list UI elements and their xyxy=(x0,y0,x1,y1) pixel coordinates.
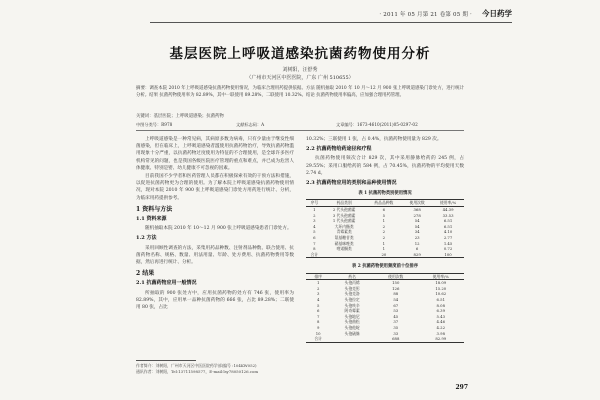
table-header: 使用次数 xyxy=(374,273,418,280)
table-cell: 8.08 xyxy=(436,302,446,308)
table-cell: 6 xyxy=(316,308,320,314)
table-cell: 12 xyxy=(414,240,420,246)
right-column xyxy=(306,136,464,343)
table-cell: 23 xyxy=(414,234,420,240)
table-cell: 33.53 xyxy=(442,212,454,218)
table-cell: 2.77 xyxy=(443,234,453,240)
table-cell: 3.98 xyxy=(436,330,446,336)
table-cell: 1 xyxy=(316,280,320,286)
table-cell: 8 xyxy=(316,319,320,325)
table-cell xyxy=(323,252,366,258)
table-cell: 2 xyxy=(313,212,316,218)
table-cell: 82.99 xyxy=(418,336,464,342)
table-cell: 头孢呋辛 xyxy=(344,302,360,308)
table-cell: 35 xyxy=(393,324,399,330)
table-cell: 6 xyxy=(313,234,316,240)
table-header: 药名 xyxy=(330,273,374,280)
table2-body xyxy=(306,280,464,343)
table-header: 排序 xyxy=(306,273,330,280)
table-cell: 2 xyxy=(382,229,386,235)
table-cell: 3 代头孢菌素 xyxy=(332,212,356,218)
page-number: 297 xyxy=(455,384,468,391)
table-cell: 头孢拉定 xyxy=(344,296,360,302)
table-cell: 合计 xyxy=(306,336,330,342)
left-column xyxy=(136,136,294,312)
subsection-heading: 1.1 资料来源 xyxy=(136,216,167,223)
table-cell: 278 xyxy=(413,212,421,218)
table-cell: 头孢克洛 xyxy=(344,291,360,297)
subsection-heading: 1.2 方法 xyxy=(136,235,157,242)
table-cell: 合计 xyxy=(306,252,323,258)
table-cell: 2 xyxy=(382,223,386,229)
table-cell: 688 xyxy=(374,336,418,342)
table-cell: 6 xyxy=(382,207,386,213)
table-cell: 头孢克肟 xyxy=(344,285,360,291)
table-cell: 5 xyxy=(382,212,386,218)
abstract: 摘要：调查本院 2010 年上呼吸道感染抗菌药物使用情况，为临床合理用药提供依据。方法 随机抽取 2010 年 10 月～12 月 900 张上呼吸道感染门诊处方，进行统计分析。结果 抗菌药物使用率为 82.89%，其中一联使用 89.28%，二联使用 10.32%。结论 抗菌药物使用率偏高，应加强合理用药管理。 xyxy=(136,86,464,98)
table-cell: 829 xyxy=(402,252,432,258)
footnote-rule xyxy=(136,360,196,361)
table-cell: 6.51 xyxy=(443,223,453,229)
journal-name: 今日药学 xyxy=(482,9,512,18)
author-footnote: 作者简介：刘树阳，广州市天河区中医医院药学部(编号 :104KW052) xyxy=(136,363,257,368)
table-cell xyxy=(330,336,374,342)
table-total-row xyxy=(306,252,464,258)
table-cell: 5 xyxy=(313,229,316,235)
table-cell: 150 xyxy=(392,280,400,286)
header-rule xyxy=(150,22,512,23)
table-header: 使用率/% xyxy=(418,273,464,280)
table2-caption: 表 2 抗菌药物使用频度前十位排序 xyxy=(351,264,419,270)
table-cell: 6.39 xyxy=(436,308,446,314)
table-cell: 54 xyxy=(414,223,420,229)
table-cell: 6.51 xyxy=(443,218,453,224)
intro-paragraph: 上呼吸道感染是一种常见病，其病原多数为病毒，只有少量由于继发性细菌感染，但在临床上，上呼吸道感染者滥使用抗菌药物治疗，导致抗菌药物滥用现象十分严重，以抗菌药物过度使用为特征的不合理使用，是全球许多医疗机构常见的问题，也是我国各级医院医疗管理的重点和难点，并已成为危害人体健康、特别是婴、幼儿健康不可忽视的因素。 xyxy=(136,137,294,171)
table-cell: 头孢地尼 xyxy=(344,313,360,319)
table-cell: 10 xyxy=(315,330,321,336)
table-cell: 5.43 xyxy=(436,313,446,319)
table-cell: 3 xyxy=(316,291,320,297)
table-cell: 368 xyxy=(413,207,421,213)
table-cell: 2 xyxy=(316,285,320,291)
table-cell: 头孢丙烯 xyxy=(344,280,360,286)
table-total-row xyxy=(306,336,464,342)
intro-paragraph: 目前我国不少学者和医药管理人员都在积极探索有效的干预方法和措施，以促进抗菌药物更为合理的使用。为了解本院上呼吸道感染抗菌药物使用情况，现对本院 2010 年 900 张上呼吸道感染门诊处方用药进行统计、分析，为临床用药提供参考。 xyxy=(136,174,294,201)
table-cell: 2 代头孢菌素 xyxy=(332,207,356,213)
table-cell: 4.22 xyxy=(436,324,446,330)
table-cell: 头孢他啶 xyxy=(344,324,360,330)
table-header: 使用率/% xyxy=(432,200,464,207)
table-cell: 青霉素类 xyxy=(336,229,352,235)
table-cell: 7 xyxy=(316,313,320,319)
body-paragraph: 抗菌药物使用频次合计 829 次，其中采用静脉给药的 245 例，占 29.55%；采用口服给药的 584 例，占 70.45%，抗菌药物的平均使用天数 2.74 d。 xyxy=(306,156,464,176)
table-cell: 3 xyxy=(313,218,316,224)
table-header: 药品品种数 xyxy=(366,200,403,207)
body-paragraph: 随机抽取本院 2010 年 10～12 月 900 张上呼吸道感染患者门诊处方。 xyxy=(145,226,292,232)
table-cell: 6.51 xyxy=(436,296,446,302)
table-header: 序号 xyxy=(306,200,323,207)
table1-body xyxy=(306,207,464,258)
table-cell: 9 xyxy=(316,324,320,330)
table-cell: 100 xyxy=(432,252,464,258)
table-cell: 126 xyxy=(392,285,400,291)
table-cell: 33 xyxy=(393,330,399,336)
clc-number: 中图分类号：R978 xyxy=(136,122,173,127)
table-cell: 15.20 xyxy=(435,285,447,291)
table-cell: 4 xyxy=(313,223,316,229)
table-cell: 7 xyxy=(313,240,316,246)
keywords: 关键词：基层医院；上呼吸道感染；抗菌药物 xyxy=(136,114,224,119)
table-cell: 1 xyxy=(313,207,316,213)
table-cell: 8 xyxy=(313,246,316,252)
table-cell: 10.62 xyxy=(435,291,447,297)
author-affiliation: （广州市天河区中医医院，广东 广州 510655） xyxy=(246,75,354,81)
table-cell: 头孢曲松 xyxy=(344,319,360,325)
table-cell: 喹诺酮类 xyxy=(336,246,352,252)
table-cell: 4.46 xyxy=(436,319,446,325)
table1-caption: 表 1 抗菌药物类别使用情况 xyxy=(358,191,412,197)
body-paragraph: 所抽取的 900 张处方中，应用抗菌药物的处方有 746 张，使用率为 82.89%，其中，应用单一品种抗菌药物的 666 张，占比 89.28%；二联使用 80 张，占比 xyxy=(136,290,294,311)
article-authors: 刘树阳，汪舒秀 xyxy=(282,67,318,73)
document-code: 文献标志码：A xyxy=(236,122,265,127)
table-cell: 4 xyxy=(316,296,320,302)
section-heading: 1 资料与方法 xyxy=(136,205,173,213)
table-cell: 1 xyxy=(382,218,386,224)
table-cell: 67 xyxy=(393,302,399,308)
table-cell: 6 xyxy=(415,246,419,252)
table-cell: 1 xyxy=(382,240,386,246)
table-cell: 氨基糖苷类 xyxy=(334,234,354,240)
running-head: · 2011 年 05 月第 21 卷第 05 期 · xyxy=(379,12,472,18)
table-cell: 头孢硫脒 xyxy=(344,330,360,336)
table-cell: 1 xyxy=(382,246,386,252)
body-paragraph: 采用回顾性调查的方法，采集用药品种数、注射剂品种数、联合使用、抗菌药物名称、规格、数量、用法用量、年龄、处方费用、抗菌药物费用等数据，然后再进行统计、分析。 xyxy=(136,245,294,266)
table1-category-usage xyxy=(306,199,464,258)
table-cell: 45 xyxy=(393,313,399,319)
contact-footnote: 通讯作者：刘树阳，Tel:13711598577，E-mail:lsy78050126.com xyxy=(136,369,259,374)
table-cell: 2 xyxy=(382,234,386,240)
table-cell: 1.45 xyxy=(443,240,453,246)
subsection-heading: 2.3 抗菌药物应用的类别和品种使用情况 xyxy=(306,180,397,187)
table-cell: 53 xyxy=(393,308,399,314)
table-cell: 54 xyxy=(414,218,420,224)
table-header: 使用次数 xyxy=(402,200,432,207)
table-header: 药品类别 xyxy=(323,200,366,207)
table-cell: 大环内酯类 xyxy=(334,223,354,229)
table-cell: 阿奇霉素 xyxy=(344,308,360,314)
subsection-heading: 2.2 抗菌药物给药途径和疗程 xyxy=(306,146,372,153)
table-cell: 0.72 xyxy=(443,246,453,252)
article-title: 基层医院上呼吸道感染抗菌药物使用分析 xyxy=(169,46,431,62)
table-cell: 54 xyxy=(393,296,399,302)
abstract-rule xyxy=(136,130,464,131)
section-heading: 2 结果 xyxy=(136,270,155,278)
table-cell: 34 xyxy=(414,229,420,235)
table-cell: 88 xyxy=(393,291,399,297)
table-cell: 44.39 xyxy=(442,207,454,213)
table-cell: 5 xyxy=(316,302,320,308)
table-cell: 4.10 xyxy=(443,229,453,235)
table-cell: 18.09 xyxy=(435,280,447,286)
article-number: 文章编号：1673-4610(2011)05-0297-02 xyxy=(336,122,418,127)
table2-top-ten xyxy=(306,273,464,343)
table-cell: 37 xyxy=(393,319,399,325)
table-cell: 20 xyxy=(366,252,403,258)
body-paragraph: 10.32%；三联使用 1 张，占 0.4%，抗菌药物使用量为 829 次。 xyxy=(306,137,442,142)
table-cell: 1 代头孢菌素 xyxy=(332,218,356,224)
table-cell: 硝基咪唑类 xyxy=(334,240,354,246)
subsection-heading: 2.1 抗菌药物应用一般情况 xyxy=(136,280,197,287)
